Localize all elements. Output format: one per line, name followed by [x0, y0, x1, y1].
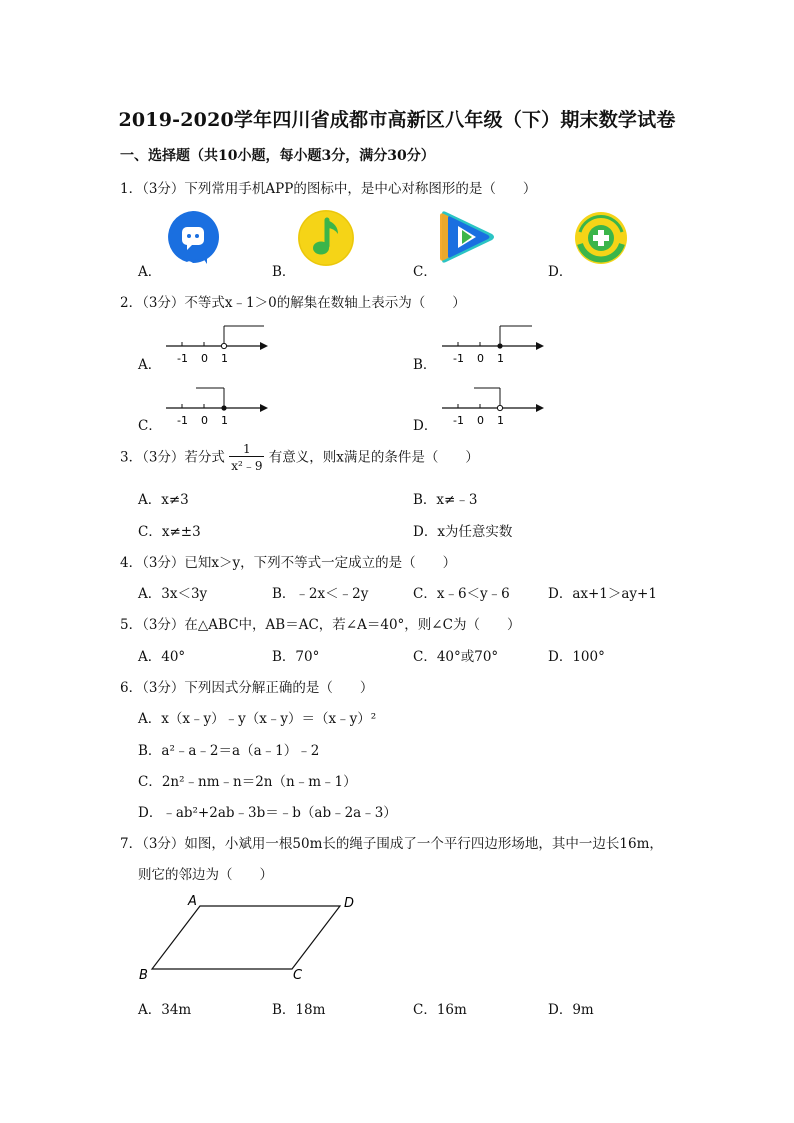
q6-option-b: B．a²﹣a﹣2＝a（a﹣1）﹣2: [138, 743, 320, 759]
q2-stem: 2．（3分）不等式x﹣1＞0的解集在数轴上表示为（ ）: [120, 295, 466, 311]
tick-label: 1: [497, 414, 504, 427]
number-line-d: [436, 382, 546, 430]
fraction-numerator: 1: [229, 442, 264, 457]
q6-option-d: D．﹣ab²+2ab﹣3b＝﹣b（ab﹣2a﹣3）: [138, 805, 397, 821]
tick-label: -1: [177, 414, 188, 427]
q7-option-b: B．18m: [272, 1002, 326, 1018]
vertex-label-c: C: [293, 968, 303, 983]
number-line-b: [436, 320, 546, 368]
tick-label: 0: [201, 414, 208, 427]
q2-option-c: C．: [138, 418, 162, 434]
q3-option-a: A．x≠3: [138, 492, 189, 508]
q1-option-b: B．: [272, 264, 296, 280]
q7-stem-line2: 则它的邻边为（ ）: [138, 867, 273, 883]
music-note-app-icon: [296, 208, 356, 268]
q4-option-a: A．3x＜3y: [138, 586, 208, 602]
vertex-label-d: D: [344, 896, 355, 911]
tick-label: 0: [477, 414, 484, 427]
q1-option-a: A．: [138, 264, 162, 280]
q4-option-d: D．ax+1＞ay+1: [548, 586, 657, 602]
tick-label: 0: [201, 352, 208, 365]
q1-option-d: D．: [548, 264, 573, 280]
q5-option-c: C．40°或70°: [413, 649, 499, 665]
vertex-label-b: B: [139, 968, 148, 983]
q3-stem: [120, 442, 479, 474]
number-line-a: [160, 320, 270, 368]
q2-option-b: B．: [413, 357, 437, 373]
q2-option-a: A．: [138, 357, 162, 373]
q1-option-c: C．: [413, 264, 437, 280]
tick-label: 1: [221, 352, 228, 365]
page-title: 2019-2020学年四川省成都市高新区八年级（下）期末数学试卷: [118, 109, 676, 131]
fraction-denominator: x²﹣9: [231, 459, 263, 473]
plus-shield-app-icon: [572, 210, 632, 268]
q5-option-a: A．40°: [138, 649, 186, 665]
section-heading: 一、选择题（共10小题，每小题3分，满分30分）: [120, 148, 435, 164]
q3-option-d: D．x为任意实数: [413, 524, 513, 540]
tick-label: 1: [497, 352, 504, 365]
q7-option-a: A．34m: [138, 1002, 192, 1018]
parallelogram-figure: [132, 890, 367, 985]
number-line-c: [160, 382, 270, 430]
q4-stem: 4．（3分）已知x＞y，下列不等式一定成立的是（ ）: [120, 555, 457, 571]
tick-label: 0: [477, 352, 484, 365]
vertex-label-a: A: [188, 894, 197, 909]
q3-fraction: [229, 442, 264, 474]
chat-bubble-app-icon: [163, 208, 223, 266]
tick-label: 1: [221, 414, 228, 427]
q5-option-d: D．100°: [548, 649, 605, 665]
q3-stem-post: 有意义，则x满足的条件是（ ）: [268, 449, 479, 466]
q6-option-a: A．x（x﹣y）﹣y（x﹣y）＝（x﹣y）²: [138, 711, 377, 727]
q7-stem-line1: 7．（3分）如图，小斌用一根50m长的绳子围成了一个平行四边形场地，其中一边长16m，: [120, 836, 663, 852]
q1-stem: 1．（3分）下列常用手机APP的图标中，是中心对称图形的是（ ）: [120, 181, 537, 197]
q4-option-b: B．﹣2x＜﹣2y: [272, 586, 369, 602]
q3-stem-pre: 3．（3分）若分式: [120, 449, 225, 466]
q6-stem: 6．（3分）下列因式分解正确的是（ ）: [120, 680, 374, 696]
q5-stem: 5．（3分）在△ABC中，AB＝AC，若∠A＝40°，则∠C为（ ）: [120, 617, 521, 633]
tick-label: -1: [453, 352, 464, 365]
q3-option-c: C．x≠±3: [138, 524, 201, 540]
tick-label: -1: [177, 352, 188, 365]
tick-label: -1: [453, 414, 464, 427]
q7-option-d: D．9m: [548, 1002, 594, 1018]
q6-option-c: C．2n²﹣nm﹣n＝2n（n﹣m﹣1）: [138, 774, 357, 790]
video-play-app-icon: [436, 208, 498, 266]
q4-option-c: C．x﹣6＜y﹣6: [413, 586, 510, 602]
q2-option-d: D．: [413, 418, 438, 434]
q5-option-b: B．70°: [272, 649, 320, 665]
q3-option-b: B．x≠﹣3: [413, 492, 478, 508]
q7-option-c: C．16m: [413, 1002, 467, 1018]
